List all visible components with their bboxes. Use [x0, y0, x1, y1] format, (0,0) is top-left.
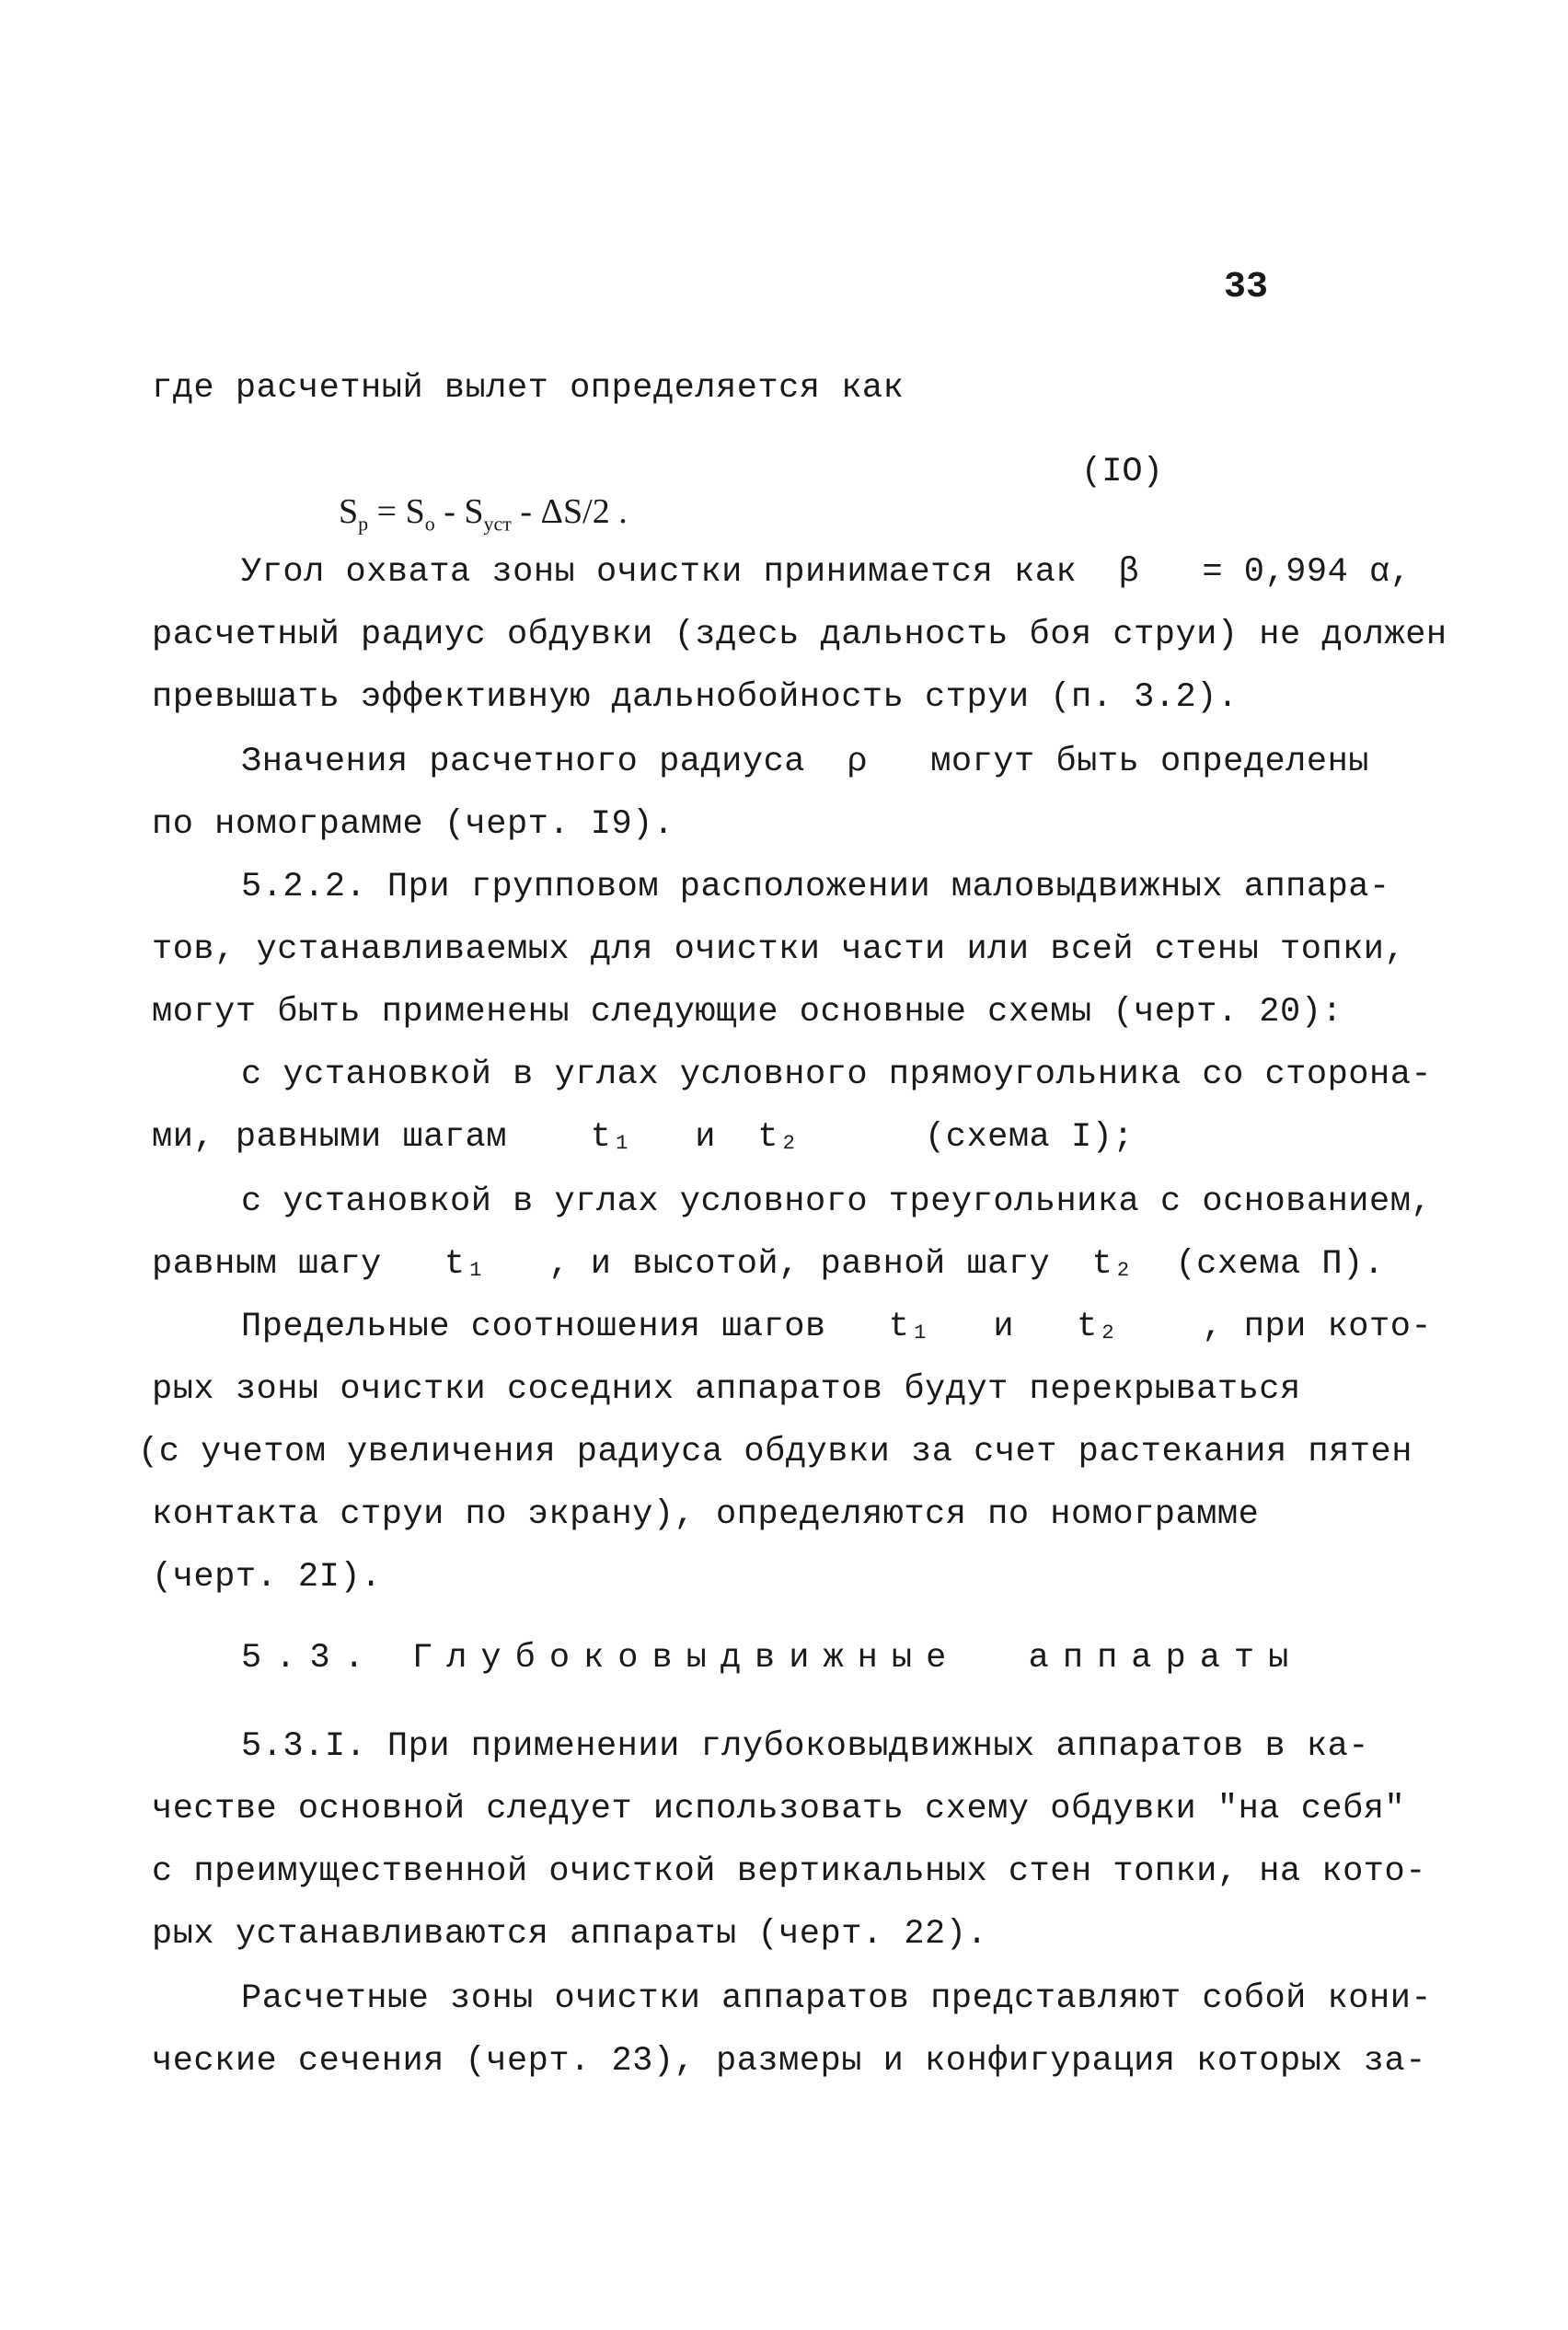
text-line: с установкой в углах условного прямоугольника со сторона- — [241, 1055, 1433, 1094]
text-line: 5.3.I. При применении глубоковыдвижных аппаратов в ка- — [241, 1727, 1369, 1766]
text-line: равным шагу t₁ , и высотой, равной шагу t₂ (схема П). — [152, 1245, 1385, 1284]
text-line: Угол охвата зоны очистки принимается как β = 0,994 α, — [241, 553, 1412, 592]
text-line: 5.2.2. При групповом расположении маловыдвижных аппара- — [241, 868, 1390, 906]
text-line: ми, равными шагам t₁ и t₂ (схема I); — [152, 1118, 1135, 1157]
text-line: (черт. 2I). — [152, 1558, 382, 1597]
text-line: тов, устанавливаемых для очистки части или всей стены топки, — [152, 930, 1406, 969]
section-heading: 5.3. Глубоковыдвижные аппараты — [241, 1639, 1303, 1678]
text-line: могут быть применены следующие основные схемы (черт. 20): — [152, 993, 1343, 1032]
text-line: ческие сечения (черт. 23), размеры и конфигурация которых за- — [152, 2042, 1426, 2081]
text-line: превышать эффективную дальнобойность струи (п. 3.2). — [152, 678, 1239, 717]
formula-10: $S_р = S_о - S_{уст} - \Delta S/2$ . — [339, 492, 628, 536]
text-line: расчетный радиус обдувки (здесь дальность боя струи) не должен — [152, 616, 1447, 654]
text-line: Расчетные зоны очистки аппаратов представляют собой кони- — [241, 1979, 1433, 2018]
text-line: (с учетом увеличения радиуса обдувки за счет растекания пятен — [138, 1433, 1412, 1471]
text-line: по номограмме (черт. I9). — [152, 805, 674, 844]
text-line: с преимущественной очисткой вертикальных стен топки, на кото- — [152, 1852, 1426, 1891]
text-line: контакта струи по экрану), определяются по номограмме — [152, 1495, 1260, 1534]
page-number: 33 — [1224, 267, 1269, 308]
text-line: с установкой в углах условного треугольника с основанием, — [241, 1182, 1433, 1221]
intro-line: где расчетный вылет определяется как — [152, 369, 905, 408]
text-line: рых зоны очистки соседних аппаратов будут перекрываться — [152, 1370, 1301, 1409]
text-line: рых устанавливаются аппараты (черт. 22). — [152, 1915, 988, 1954]
text-line: Предельные соотношения шагов t₁ и t₂ , при кото- — [241, 1308, 1433, 1346]
text-line: Значения расчетного радиуса ρ могут быть определены — [241, 743, 1369, 781]
equation-number: (IO) — [1081, 453, 1163, 491]
text-line: честве основной следует использовать схему обдувки "на себя" — [152, 1790, 1406, 1828]
